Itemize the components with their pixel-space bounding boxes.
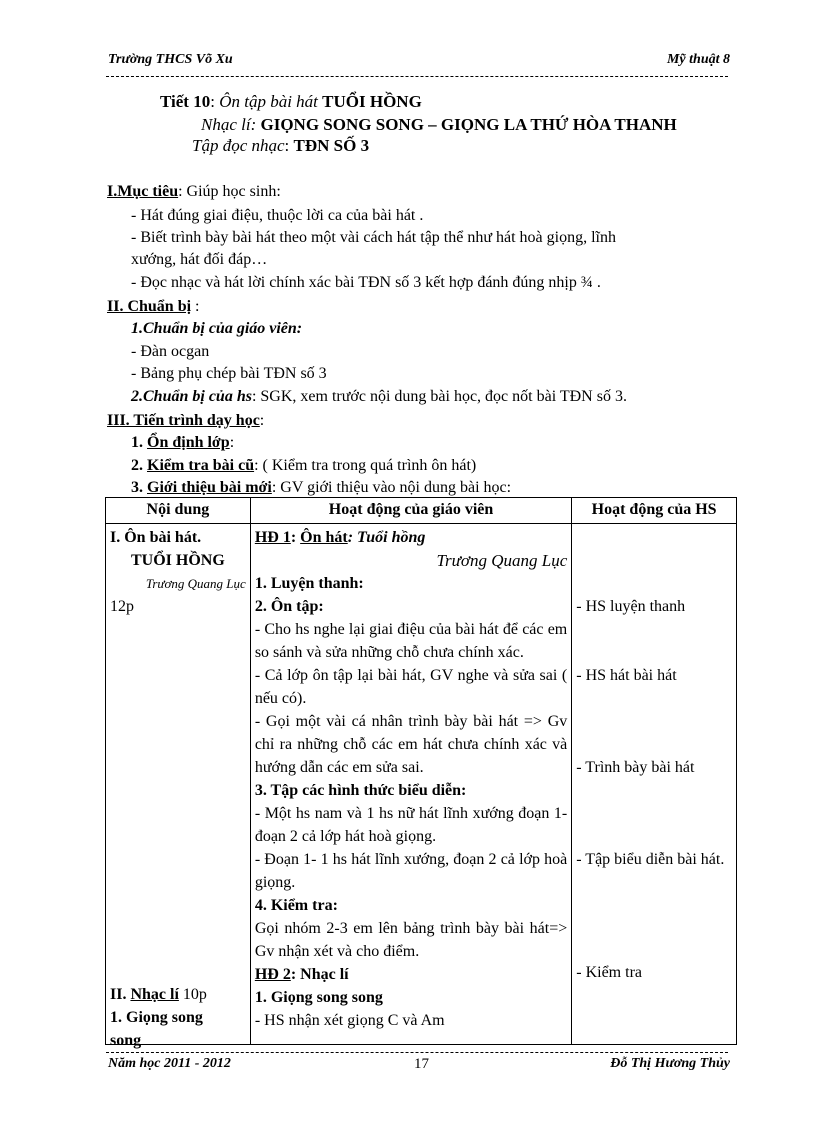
preparation-label: II. Chuẩn bị (107, 298, 192, 315)
table-row (106, 524, 737, 1045)
procedure-colon: : (259, 412, 265, 429)
header-divider (106, 76, 728, 77)
tdn-label: Tập đọc nhạc (192, 136, 285, 155)
hd1-review: Ôn hát (300, 529, 348, 546)
procedure-heading (107, 411, 264, 431)
teacher-activity: Gọi nhóm 2-3 em lên bảng trình bày bài hát=> Gv nhận xét và cho điểm. (254, 920, 568, 960)
part2-heading (110, 983, 247, 1006)
check-heading: 4. Kiểm tra: (254, 897, 338, 914)
goal-item: - Hát đúng giai điệu, thuộc lời ca của bài hát . (131, 207, 424, 224)
procedure-step (131, 433, 234, 453)
part1-author: Trương Quang Lục (145, 576, 246, 591)
teacher-activity: - Gọi một vài cá nhân trình bày bài hát => Gv chỉ ra những chỗ các em hát chưa chính xác và hướng dẫn các em sửa sai. (254, 713, 568, 776)
student-prep-text: : SGK, xem trước nội dung bài học, đọc nốt bài TĐN số 3. (251, 388, 627, 405)
page-footer (108, 1056, 730, 1076)
song-author: Trương Quang Lục (436, 551, 568, 570)
step-number: 3. (131, 479, 147, 496)
teacher-prep-heading: 1.Chuẩn bị của giáo viên: (131, 320, 303, 337)
part2-block (110, 983, 247, 1052)
step-number: 1. (131, 434, 147, 451)
review-heading: 2. Ôn tập: (254, 598, 324, 615)
lesson-number: Tiết 10 (160, 92, 211, 111)
page-header (108, 52, 730, 70)
goal-item: xướng, hát đối đáp… (131, 251, 268, 268)
theory-title (201, 115, 677, 135)
subject-name: Mỹ thuật 8 (666, 52, 730, 67)
step-text: : GV giới thiệu vào nội dung bài học: (271, 479, 512, 496)
warmup-heading: 1. Luyện thanh: (254, 575, 364, 592)
song-title: TUỔI HỒNG (322, 92, 422, 111)
student-prep (131, 387, 627, 407)
part1-song: TUỔI HỒNG (131, 552, 225, 569)
hd1-label: HĐ 1 (254, 529, 291, 546)
step-text: : ( Kiểm tra trong quá trình ôn hát) (254, 457, 477, 474)
objectives-label: I.Mục tiêu (107, 183, 179, 200)
student-activity: - Kiểm tra (576, 964, 642, 981)
step-number: 2. (131, 457, 147, 474)
student-activity: - HS hát bài hát (576, 667, 677, 684)
goal-item: - Biết trình bày bài hát theo một vài cách hát tập thể như hát hoà giọng, lĩnh (131, 229, 616, 246)
hd2-text: : Nhạc lí (290, 966, 349, 983)
teacher-prep-item: - Đàn ocgan (131, 343, 210, 360)
student-activity: - Trình bày bài hát (576, 759, 695, 776)
preparation-colon: : (191, 298, 200, 315)
teacher-activity: - Một hs nam và 1 hs nữ hát lĩnh xướng đoạn 1- đoạn 2 cả lớp hát hoà giọng. (254, 805, 568, 845)
part2-number: II. (110, 986, 131, 1003)
step-label: Kiểm tra bài cũ (147, 457, 255, 474)
column-header-student: Hoạt động của HS (572, 498, 737, 524)
performance-heading: 3. Tập các hình thức biểu diễn: (254, 782, 467, 799)
column-header-teacher: Hoạt động của giáo viên (250, 498, 571, 524)
column-header-content: Nội dung (106, 498, 251, 524)
preparation-heading (107, 297, 200, 317)
footer-divider (106, 1052, 728, 1053)
part1-time: 12p (110, 598, 134, 615)
tdn-title: Tập đọc nhạc: TĐN SỐ 3 (192, 136, 370, 155)
theory-name: GIỌNG SONG SONG – GIỌNG LA THỨ HÒA THANH (260, 115, 677, 134)
parallel-key-heading: 1. Giọng song song (254, 989, 383, 1006)
teacher-activity: - Cho hs nghe lại giai điệu của bài hát để các em so sánh và sửa những chỗ chưa chính xác. (254, 621, 568, 661)
teacher-activity: - Đoạn 1- 1 hs hát lĩnh xướng, đoạn 2 cả lớp hoà giọng. (254, 851, 568, 891)
part2-sub-cont: song (110, 1032, 142, 1049)
student-prep-label: 2.Chuẩn bị của hs (131, 388, 252, 405)
step-label: Giới thiệu bài mới (147, 479, 272, 496)
procedure-step (131, 456, 476, 476)
hd2-label: HĐ 2 (254, 966, 291, 983)
objectives-heading (107, 182, 281, 202)
tdn-name: TĐN SỐ 3 (293, 136, 370, 155)
part2-sub: 1. Giọng song (110, 1009, 203, 1026)
review-label: Ôn tập bài hát (219, 92, 318, 111)
lesson-table (105, 497, 737, 1049)
author-name: Đỗ Thị Hương Thủy (610, 1056, 730, 1071)
student-cell (572, 524, 737, 1045)
part2-time: 10p (178, 986, 207, 1003)
hd2-heading (255, 963, 567, 986)
step-text: : (229, 434, 235, 451)
procedure-label: III. Tiến trình dạy học (107, 412, 260, 429)
teacher-prep-item: - Bảng phụ chép bài TĐN số 3 (131, 365, 327, 382)
school-name: Trường THCS Võ Xu (108, 52, 233, 67)
page-number: 17 (414, 1056, 429, 1072)
lesson-title: Tiết 10: Ôn tập bài hát TUỔI HỒNG (160, 92, 422, 111)
student-activity: - HS luyện thanh (576, 598, 686, 615)
student-activity: - Tập biểu diễn bài hát. (576, 851, 725, 868)
part1-title: I. Ôn bài hát. (110, 529, 202, 546)
theory-label: Nhạc lí: (201, 115, 257, 134)
objectives-intro: : Giúp học sinh: (178, 183, 281, 200)
procedure-step (131, 478, 511, 498)
part2-label: Nhạc lí (130, 986, 179, 1003)
school-year: Năm học 2011 - 2012 (108, 1056, 231, 1071)
hd1-song: : Tuổi hồng (347, 529, 426, 546)
content-cell (106, 524, 251, 1049)
table-header-row (106, 498, 737, 524)
teacher-cell (250, 524, 571, 1045)
step-label: Ổn định lớp (147, 434, 230, 451)
hd1-heading (255, 526, 567, 549)
goal-item: - Đọc nhạc và hát lời chính xác bài TĐN số 3 kết hợp đánh đúng nhịp ¾ . (131, 274, 601, 291)
teacher-activity: - Cả lớp ôn tập lại bài hát, GV nghe và sửa sai ( nếu có). (254, 667, 568, 707)
teacher-activity: - HS nhận xét giọng C và Am (254, 1012, 445, 1029)
hd1-colon: : (290, 529, 301, 546)
